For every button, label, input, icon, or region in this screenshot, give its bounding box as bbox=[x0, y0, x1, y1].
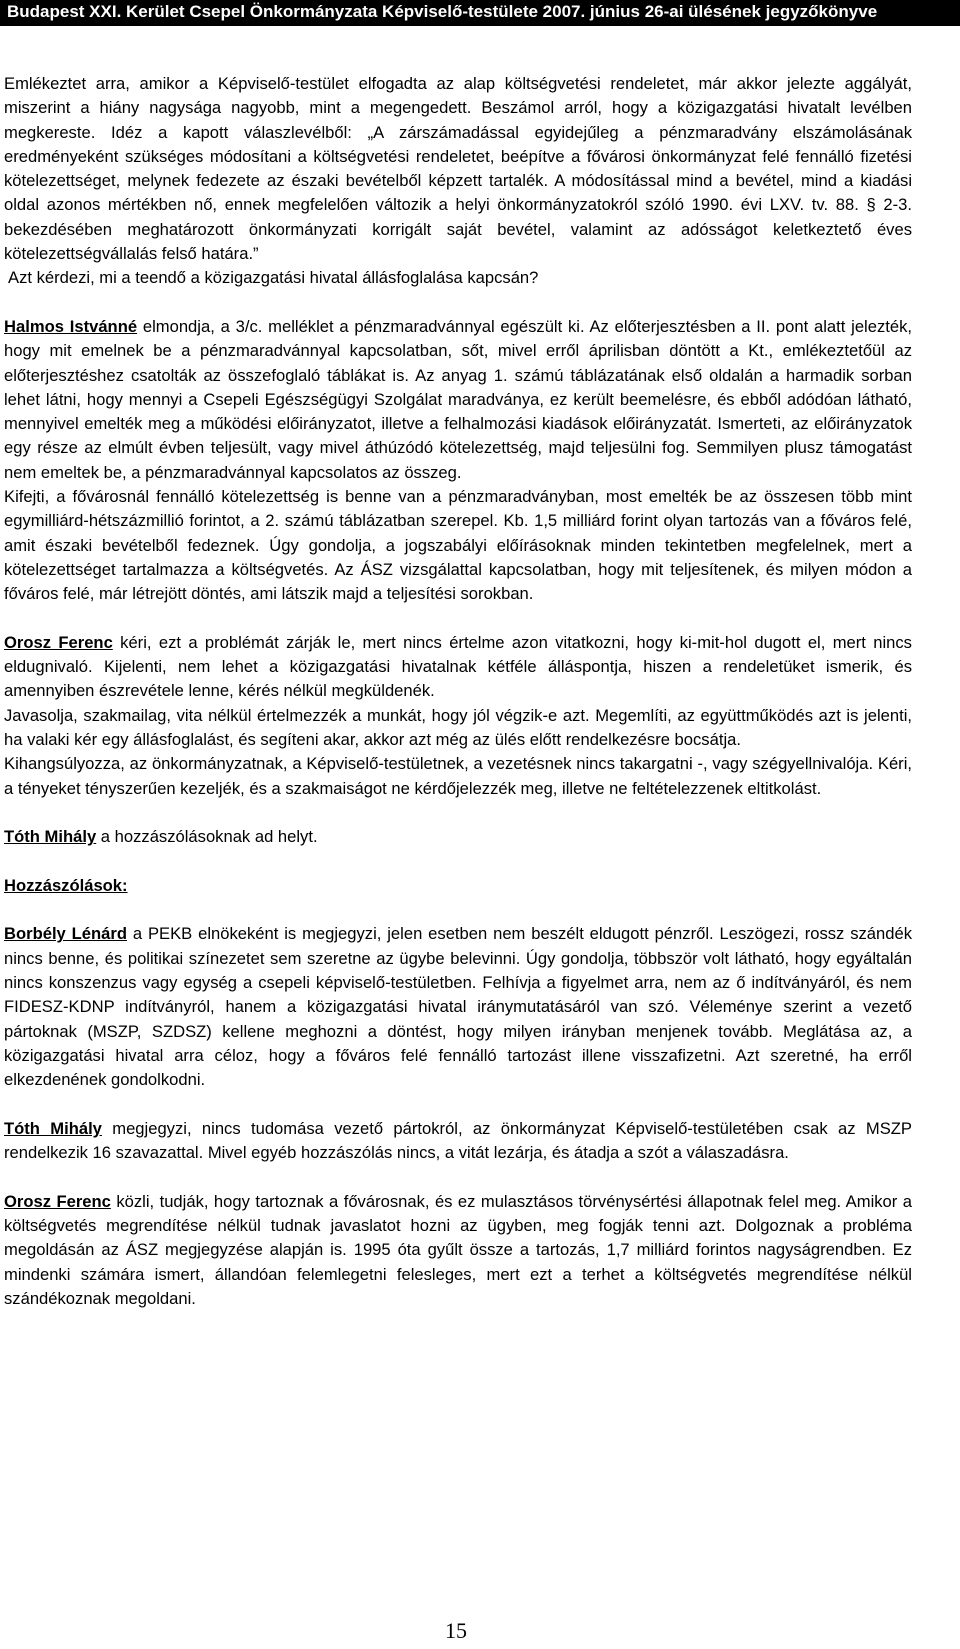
page-number: 15 bbox=[445, 1618, 467, 1643]
paragraph-gap bbox=[4, 801, 912, 825]
paragraph bbox=[4, 1117, 912, 1166]
paragraph-text: Azt kérdezi, mi a teendő a közigazgatási hivatal állásfoglalása kapcsán? bbox=[8, 268, 539, 288]
section-heading bbox=[4, 874, 912, 898]
paragraph bbox=[4, 315, 912, 485]
paragraph-text: kéri, ezt a problémát zárják le, mert nincs értelme azon vitatkozni, hogy ki-mit-hol dugott el, mert nincs eldugnivaló. Kijelenti, nem lehet a közigazgatási hivatalnak kétféle álláspontja, hiszen a rendeletüket ismerik, és amennyiben észrevétele lenne, kérés nélkül megküldenék. bbox=[4, 632, 912, 701]
speaker-name: Orosz Ferenc bbox=[4, 632, 113, 652]
speaker-name: Borbély Lénárd bbox=[4, 924, 127, 944]
speaker-name: Tóth Mihály bbox=[4, 827, 97, 847]
document-body bbox=[4, 72, 912, 1311]
paragraph-text: elmondja, a 3/c. melléklet a pénzmaradvánnyal egészült ki. Az előterjesztésben a II. pont alatt jelezték, hogy mit emelnek be a pénzmaradvánnyal kapcsolatban, sőt, mivel erről áprilisban döntött a Kt., emlékeztetőül az előterjesztéshez csatolták az összefoglaló táblákat is. Az anyag 1. számú táblázatának első oldalán a harmadik sorban lehet látni, hogy mennyi a Csepeli Egészségügyi Szolgálat maradványa, ez került beemelésre, és ebből adódóan látható, mennyivel emelték meg a működési előirányzatot, illetve a felhalmozási kiadások előirányzatát. Ismerteti, az előirányzatok egy része az elmúlt évben teljesült, vagy mivel áthúzódó kötelezettség, majd teljesülni fog. Semmilyen plusz támogatást nem emeltek be, a pénzmaradvánnyal kapcsolatos az összeg. bbox=[4, 316, 913, 482]
paragraph-text: közli, tudják, hogy tartoznak a fővárosnak, és ez mulasztásos törvénysértési állapotnak felel meg. Amikor a költségvetés megrendítése nélkül tudnak javaslatot hozni az ügyben, meg fogják tenni azt. Dolgoznak a probléma megoldásán az ÁSZ megjegyzése alapján is. 1995 óta gyűlt össze a tartozás, 1,7 milliárd forintos nagyságrendben. Ez mindenki számára ismert, állandóan felemlegetni felesleges, mert ezt a terhet a költségvetés megrendítése nélkül szándékoznak megoldani. bbox=[4, 1191, 912, 1308]
paragraph-gap bbox=[4, 1165, 912, 1189]
header-bar bbox=[0, 0, 960, 26]
paragraph-gap bbox=[4, 1092, 912, 1116]
paragraph bbox=[4, 1190, 912, 1311]
speaker-name: Tóth Mihály bbox=[4, 1118, 102, 1138]
paragraph bbox=[4, 72, 912, 266]
section-heading-text: Hozzászólások: bbox=[4, 875, 128, 895]
paragraph bbox=[4, 266, 912, 290]
paragraph-text: Kihangsúlyozza, az önkormányzatnak, a Képviselő-testületnek, a vezetésnek nincs takargatni -, vagy szégyellnivalója. Kéri, a tényeket tényszerűen kezeljék, és a szakmaiságot ne kérdőjelezzék meg, illetve ne feltételezzenek eltitkolást. bbox=[4, 754, 912, 798]
paragraph bbox=[4, 631, 912, 704]
speaker-name: Orosz Ferenc bbox=[4, 1191, 111, 1211]
paragraph bbox=[4, 922, 912, 1092]
paragraph-gap bbox=[4, 850, 912, 874]
paragraph bbox=[4, 704, 912, 753]
paragraph-text: a PEKB elnökeként is megjegyzi, jelen esetben nem beszélt eldugott pénzről. Leszögezi, rossz szándék nincs benne, és politikai színezetet sem szeretne az ügybe belevinni. Úgy gondolja, többször volt látható, hogy egyáltalán nincs konszenzus vagy egység a csepeli képviselő-testületben. Felhívja a figyelmet arra, nem az ő indítványáról, és nem FIDESZ-KDNP indítványról, hanem a közigazgatási hivatal iránymutatásáról van szó. Véleménye szerint a vezető pártoknak (MSZP, SZDSZ) kellene meghozni a döntést, hogy milyen irányban menjenek tovább. Meglátása az, a közigazgatási hivatal arra céloz, hogy a főváros felé fennálló tartozást illene visszafizetni. Azt szeretné, ha erről elkezdenének gondolkodni. bbox=[4, 924, 913, 1090]
speaker-name: Halmos Istvánné bbox=[4, 316, 138, 336]
paragraph-text: megjegyzi, nincs tudomása vezető pártokról, az önkormányzat Képviselő-testületében csak az MSZP rendelkezik 16 szavazattal. Mivel egyéb hozzászólás nincs, a vitát lezárja, és átadja a szót a válaszadásra. bbox=[4, 1118, 913, 1163]
paragraph-text: Kifejti, a fővárosnál fennálló kötelezettség is benne van a pénzmaradványban, most emelték be az összesen több mint egymilliárd-hétszázmillió forintot, a 2. számú táblázatban szerepel. Kb. 1,5 milliárd forint olyan tartozás van a főváros felé, amit északi bevételből fedeznek. Úgy gondolja, a jogszabályi előírásoknak minden tekintetben megfelelnek, mert a kötelezettséget tartalmazza a költségvetés. Az ÁSZ vizsgálattal kapcsolatban, hogy mit teljesítenek, és milyen módon a főváros felé, már létrejött döntés, ami látszik majd a teljesítési sorokban. bbox=[4, 487, 912, 604]
paragraph-gap bbox=[4, 607, 912, 631]
paragraph-text: Javasolja, szakmailag, vita nélkül értelmezzék a munkát, hogy jól végzik-e azt. Megemlíti, az együttműködés azt is jelenti, ha valaki kér egy állásfoglalást, és segíteni akar, akkor azt még az ülés előtt rendelkezésre bocsátja. bbox=[4, 705, 912, 750]
paragraph bbox=[4, 825, 912, 849]
paragraph-text: Emlékeztet arra, amikor a Képviselő-testület elfogadta az alap költségvetési rendeletet, már akkor jelezte aggályát, miszerint a hiány nagysága nagyobb, mint a megengedett. Beszámol arról, hogy a közigazgatási hivatalt levélben megkereste. Idéz a kapott válaszlevélből: „A zárszámadással egyidejűleg a pénzmaradvány elszámolásának eredményeként szükséges módosítani a költségvetési rendeletet, beépítve a fővárosi önkormányzat felé fennálló fizetési kötelezettséget, melynek fedezete az északi bevételből képzett tartalék. A módosítással mind a bevétel, mind a kiadási oldal azonos mértékben nő, ennek megfelelően változik a helyi önkormányzatokról szóló 1990. évi LXV. tv. 88. § 2-3. bekezdésében meghatározott önkormányzati korrigált saját bevétel, valamint az adósságot keletkeztető éves kötelezettségvállalás felső határa.” bbox=[4, 74, 912, 264]
paragraph-gap bbox=[4, 291, 912, 315]
document-header-title: Budapest XXI. Kerület Csepel Önkormányzata Képviselő-testülete 2007. június 26-ai ülésének jegyzőkönyve bbox=[7, 2, 878, 21]
paragraph-text: a hozzászólásoknak ad helyt. bbox=[96, 827, 318, 847]
paragraph bbox=[4, 485, 912, 606]
paragraph bbox=[4, 752, 912, 801]
paragraph-gap bbox=[4, 898, 912, 922]
